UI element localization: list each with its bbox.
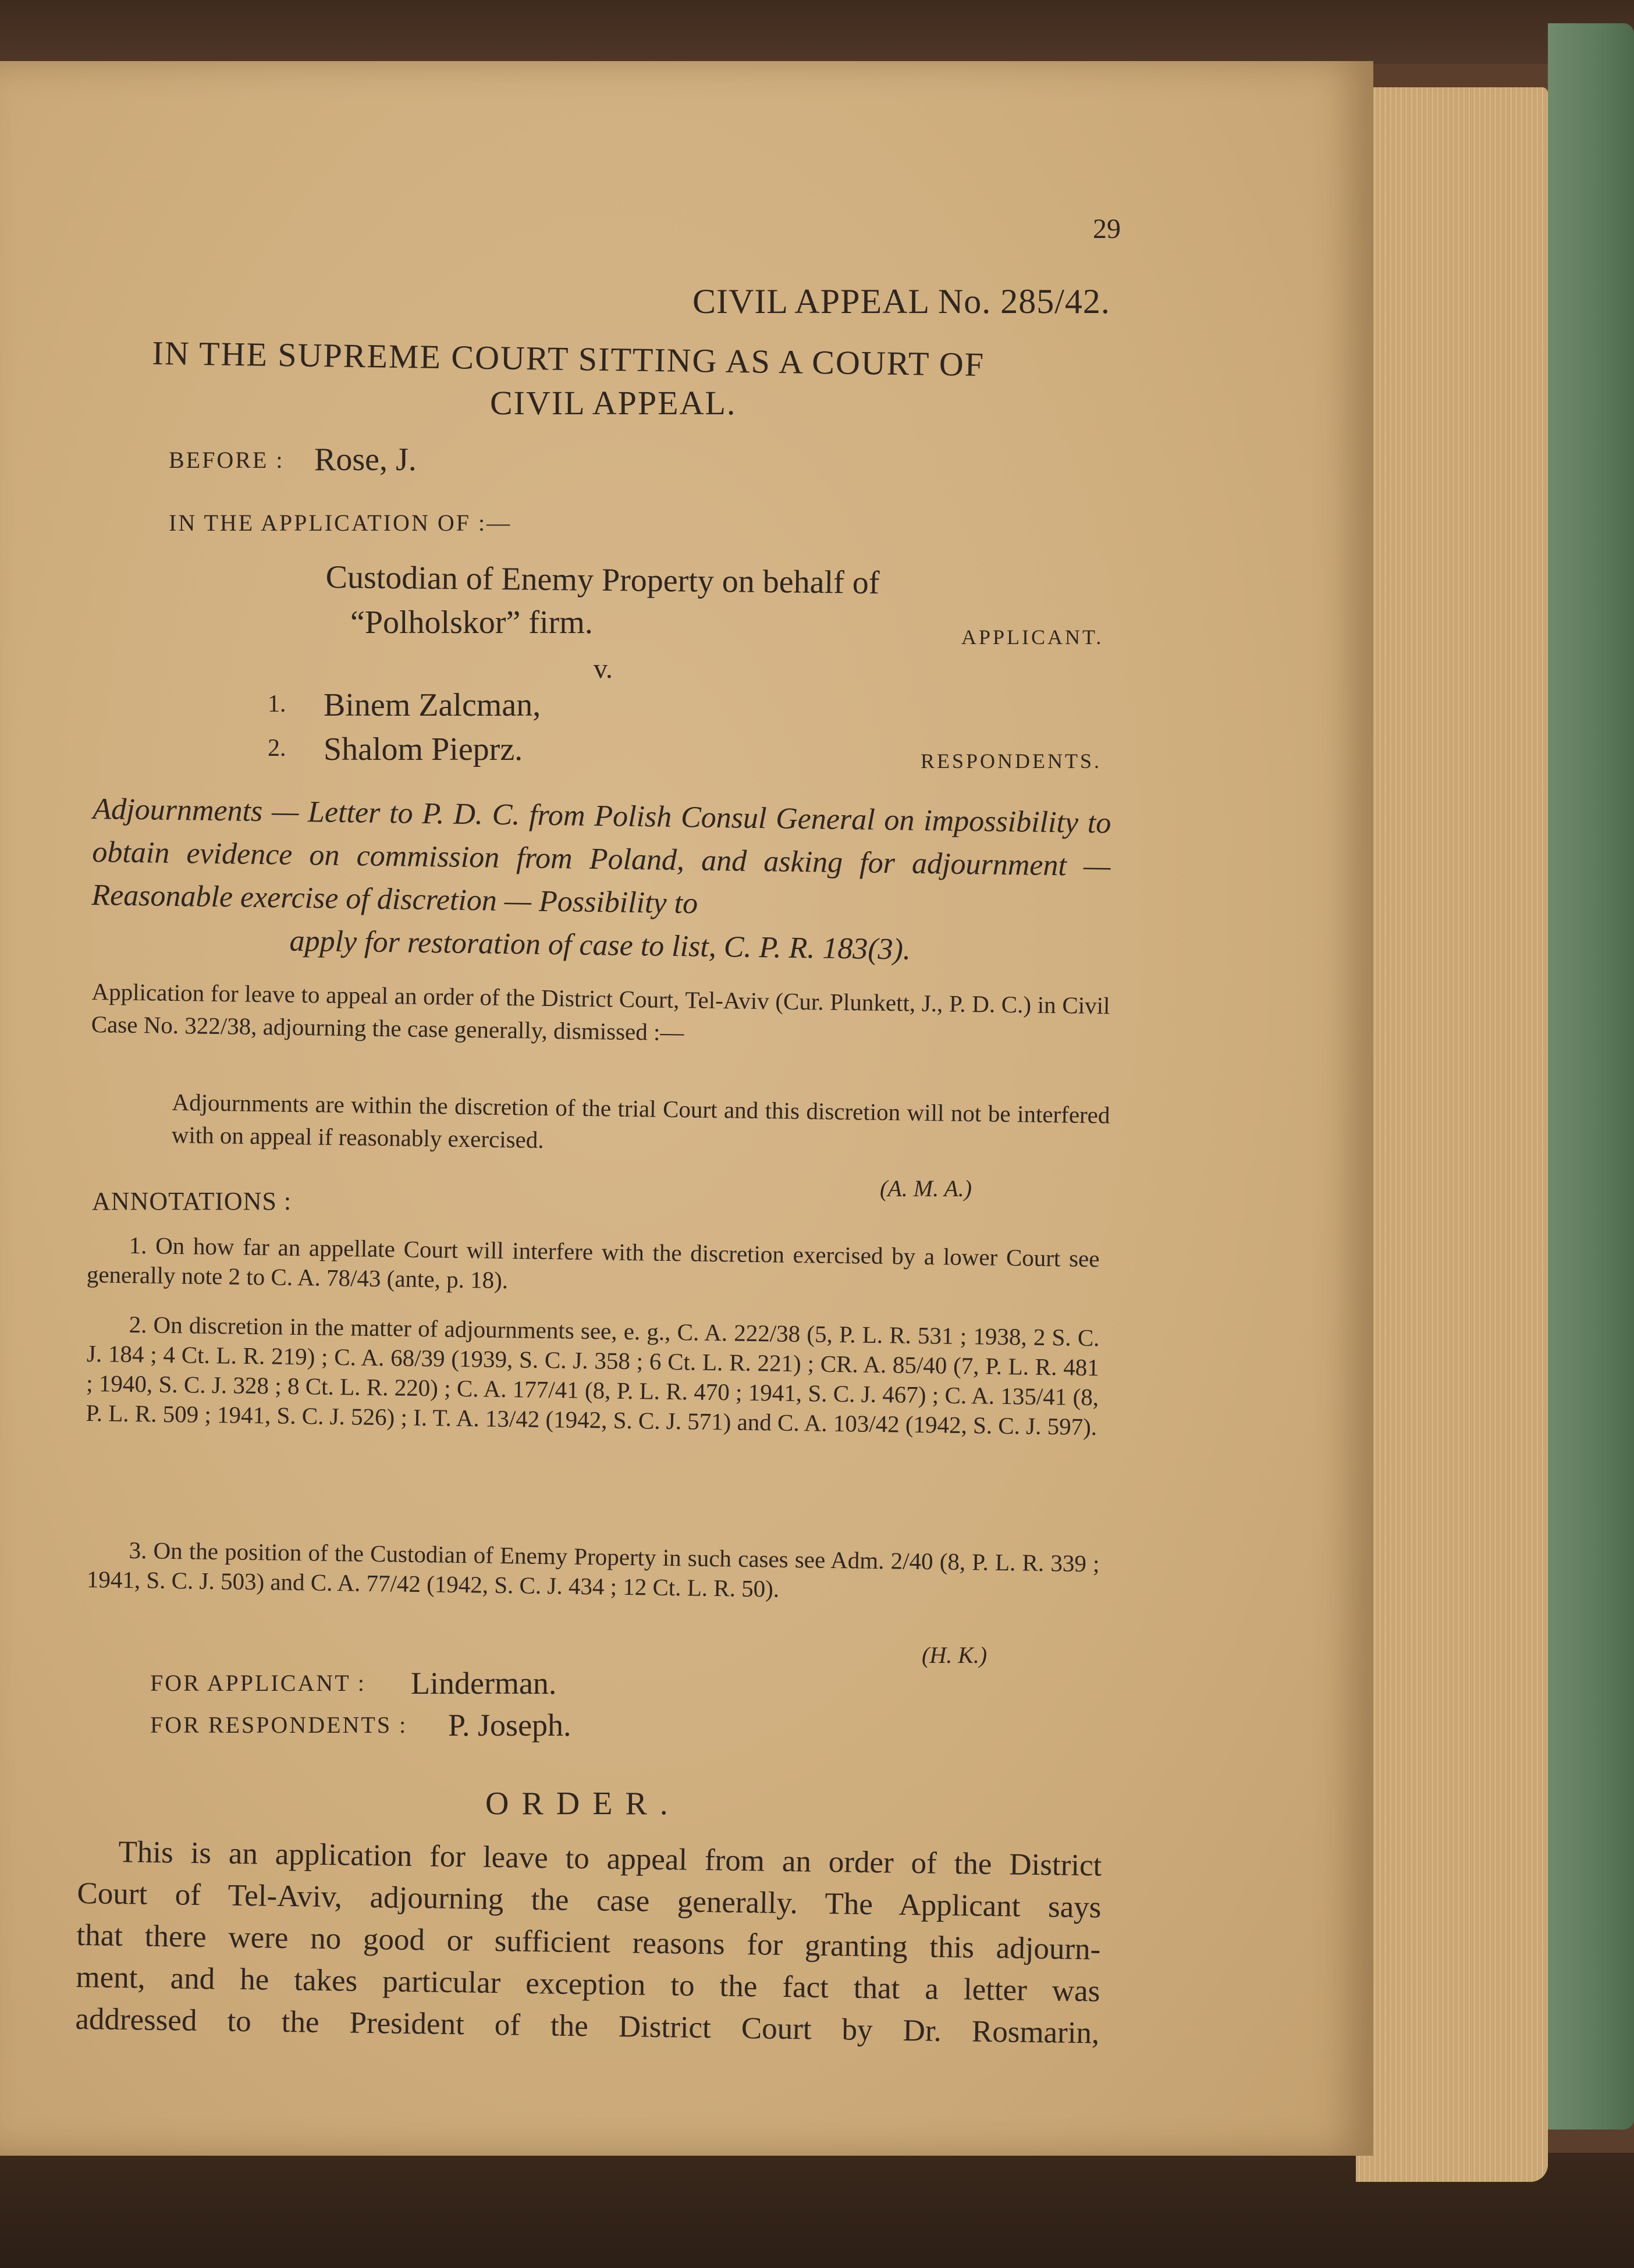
case-number: CIVIL APPEAL No. 285/42. [692,282,1110,321]
page-number: 29 [1093,214,1121,244]
order-body [75,1830,1102,2054]
annotation-text: On how far an appellate Court will interfere with the discretion exercised by a lower Court see generally note 2 to C. A. 78/43 (ante, p. 18). [86,1232,1100,1294]
application-of-label: IN THE APPLICATION OF :— [169,510,512,536]
annotation-number: 1. [129,1232,147,1259]
annotations-heading: ANNOTATIONS : [92,1187,292,1215]
order-line: addressed to the President of the District Court by Dr. Rosmarin, [75,2002,1100,2050]
respondent-number: 1. [268,691,286,717]
applicant-role: APPLICANT. [961,625,1104,649]
court-title-line-1: IN THE SUPREME COURT SITTING AS A COURT OF [152,334,985,383]
application-summary: Application for leave to appeal an order of the District Court, Tel-Aviv (Cur. Plunkett, J., P. D. C.) in Civil Case No. 322/38, adjourning the case generally, dismissed :— [91,977,1110,1046]
counsel-respondents-name: P. Joseph. [448,1708,571,1743]
respondent-name: Binem Zalcman, [324,687,541,723]
headnote [91,788,1111,974]
annotation-text: On discretion in the matter of adjournments see, e. g., C. A. 222/38 (5, P. L. R. 531 ; 1938, 2 S. C. J. 184 ; 4 Ct. L. R. 219) ; C. A. 68/39 (1939, S. C. J. 358 ; 6 Ct. L. R. 221) ; CR. A. 85/40 (7, P. L. R. 481 ; 1940, S. C. J. 328 ; 8 Ct. L. R. 220) ; C. A. 177/41 (8, P. L. R. 470 ; 1941, S. C. J. 467) ; C. A. 135/41 (8, P. L. R. 509 ; 1941, S. C. J. 526) ; I. T. A. 13/42 (1942, S. C. J. 571) and C. A. 103/42 (1942, S. C. J. 597). [86,1311,1100,1441]
respondent-number: 2. [268,735,286,762]
judge-name: Rose, J. [314,442,417,478]
respondents-role: RESPONDENTS. [921,749,1102,773]
annotation-number: 3. [129,1537,147,1564]
counsel-applicant-name: Linderman. [411,1666,557,1701]
book-cover-edge [1548,23,1634,2130]
reporter-initials: (A. M. A.) [880,1175,972,1201]
order-line: Court of Tel-Aviv, adjourning the case generally. The Applicant says [77,1876,1102,1925]
order-line: that there were no good or sufficient reasons for granting this adjourn- [76,1918,1101,1967]
order-line: ment, and he takes particular exception to the fact that a letter was [76,1960,1100,2009]
annotation-item [86,1309,1100,1442]
counsel-applicant-label: FOR APPLICANT : [150,1670,367,1696]
applicant-line-2: “Polholskor” firm. [350,605,593,641]
page-block-edges [1356,87,1548,2182]
before-label: BEFORE : [169,447,285,473]
counsel-respondents-label: FOR RESPONDENTS : [150,1712,408,1738]
book-cover-top [0,0,1634,64]
versus: v. [594,653,613,684]
annotation-number: 2. [129,1311,147,1338]
headnote-body: Adjournments — Letter to P. D. C. from Polish Consul General on impossibility to obtain evidence on commission from Poland, and asking for adjournment — Reasonable exercise of discretion — Possibility to [91,792,1111,920]
respondent-name: Shalom Pieprz. [324,731,523,767]
headnote-last-line: apply for restoration of case to list, C. P. R. 183(3). [289,924,911,966]
order-heading: ORDER. [485,1786,681,1822]
court-title-line-2: CIVIL APPEAL. [490,384,737,422]
order-line: This is an application for leave to appeal from an order of the District [118,1835,1102,1883]
held-summary: Adjournments are within the discretion of the trial Court and this discretion will not be interfered with on appeal if reasonably exercised. [171,1088,1110,1153]
applicant-line-1: Custodian of Enemy Property on behalf of [325,559,880,601]
annotation-text: On the position of the Custodian of Enemy Property in such cases see Adm. 2/40 (8, P. L. R. 339 ; 1941, S. C. J. 503) and C. A. 77/42 (1942, S. C. J. 434 ; 12 Ct. L. R. 50). [86,1537,1100,1602]
annotator-initials: (H. K.) [922,1642,987,1668]
